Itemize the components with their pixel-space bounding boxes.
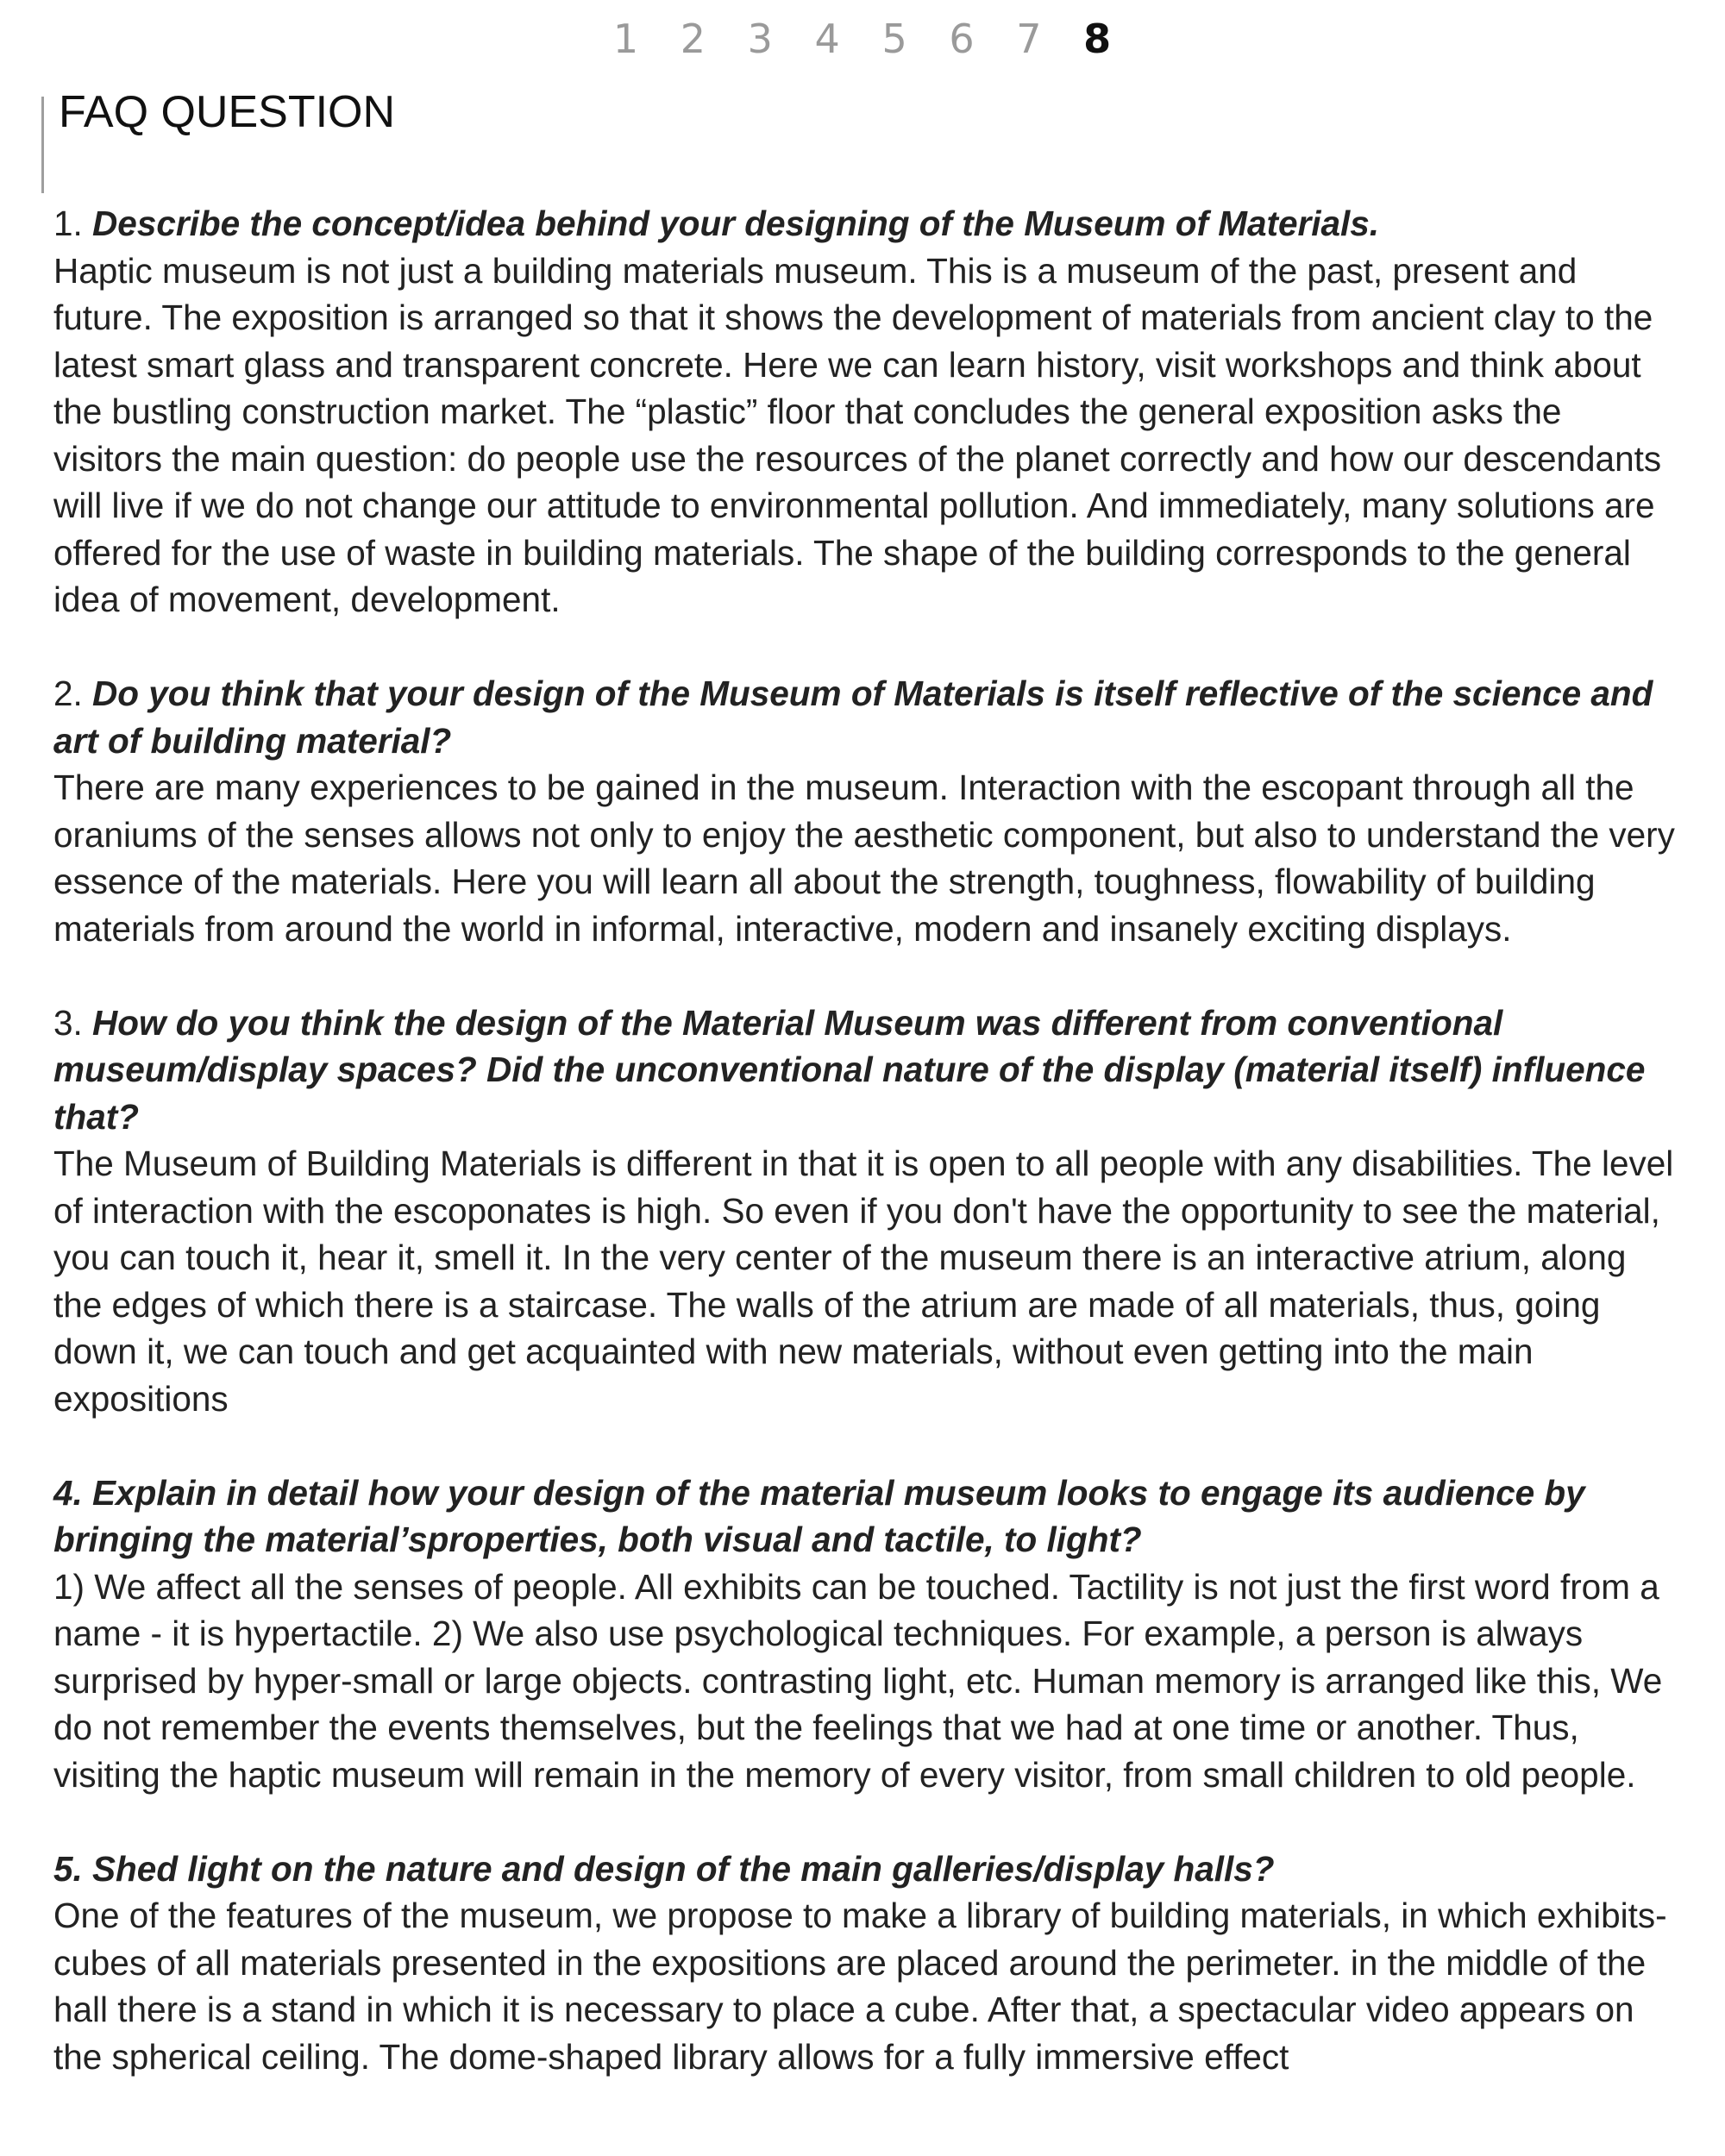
faq-question-text: Shed light on the nature and design of the main galleries/display halls? — [92, 1848, 1275, 1889]
faq-answer: The Museum of Building Materials is different in that it is open to all people with any disabilities. The level of interaction with the escoponates is high. So even if you don't have the opportunity to see the material, you can touch it, hear it, smell it. In the very center of the museum there is an interactive atrium, along the edges of which there is a staircase. The walls of the atrium are made of all materials, thus, going down it, we can touch and get acquainted with new materials, without even getting into the main expositions — [53, 1144, 1674, 1419]
faq-answer: There are many experiences to be gained in the museum. Interaction with the escopant through all the oraniums of the senses allows not only to enjoy the aesthetic component, but also to understand the very essence of the materials. Here you will learn all about the strength, toughness, flowability of building materials from around the world in informal, interactive, modern and insanely exciting displays. — [53, 768, 1675, 949]
page-link-2[interactable]: 2 — [680, 16, 706, 62]
faq-list — [53, 200, 1675, 2128]
faq-question — [53, 200, 1675, 248]
faq-question-text: Explain in detail how your design of the material museum looks to engage its audience by bringing the material’sproperties, both visual and tactile, to light? — [53, 1472, 1585, 1559]
faq-question-text: Do you think that your design of the Museum of Materials is itself reflective of the science and art of building material? — [53, 674, 1653, 761]
faq-question — [53, 1846, 1675, 1893]
page-title: FAQ QUESTION — [59, 87, 396, 137]
faq-item — [53, 1470, 1675, 1799]
faq-question — [53, 1470, 1675, 1564]
pagination — [0, 16, 1725, 62]
page-link-6[interactable]: 6 — [949, 16, 975, 62]
page-link-7[interactable]: 7 — [1016, 16, 1043, 62]
faq-question-text: How do you think the design of the Material Museum was different from conventional museum/display spaces? Did the unconventional nature of the display (material itself) influence that? — [53, 1002, 1646, 1137]
title-divider — [41, 97, 44, 193]
faq-number: 2. — [53, 674, 83, 713]
faq-number: 3. — [53, 1002, 83, 1043]
faq-number: 1. — [53, 204, 83, 243]
page-link-8-current[interactable]: 8 — [1083, 16, 1113, 62]
faq-question-text: Describe the concept/idea behind your designing of the Museum of Materials. — [92, 204, 1380, 243]
faq-question — [53, 1000, 1675, 1141]
page-link-4[interactable]: 4 — [814, 16, 841, 62]
faq-answer: One of the features of the museum, we propose to make a library of building materials, in which exhibits-cubes of all materials presented in the expositions are placed around the perimeter. in the middle of the hall there is a stand in which it is necessary to place a cube. After that, a spectacular video appears on the spherical ceiling. The dome-shaped library allows for a fully immersive effect — [53, 1896, 1667, 2077]
faq-answer: 1) We affect all the senses of people. All exhibits can be touched. Tactility is not just the first word from a name - it is hypertactile. 2) We also use psychological techniques. For example, a person is always surprised by hyper-small or large objects. contrasting light, etc. Human memory is arranged like this, We do not remember the events themselves, but the feelings that we had at one time or another. Thus, visiting the haptic museum will remain in the memory of every visitor, from small children to old people. — [53, 1566, 1663, 1795]
faq-number: 4. — [53, 1472, 83, 1513]
faq-item — [53, 1846, 1675, 2081]
faq-question — [53, 670, 1675, 764]
page-link-1[interactable]: 1 — [612, 16, 640, 62]
page-link-3[interactable]: 3 — [747, 16, 774, 62]
faq-item — [53, 1000, 1675, 1423]
faq-item — [53, 670, 1675, 952]
faq-number: 5. — [53, 1848, 83, 1889]
faq-item — [53, 200, 1675, 624]
page-link-5[interactable]: 5 — [881, 16, 908, 62]
faq-answer: Haptic museum is not just a building materials museum. This is a museum of the past, present and future. The exposition is arranged so that it shows the development of materials from ancient clay to the latest smart glass and transparent concrete. Here we can learn history, visit workshops and think about the bustling construction market. The “plastic” floor that concludes the general exposition asks the visitors the main question: do people use the resources of the planet correctly and how our descendants will live if we do not change our attitude to environmental pollution. And immediately, many solutions are offered for the use of waste in building materials. The shape of the building corresponds to the general idea of movement, development. — [53, 250, 1662, 619]
